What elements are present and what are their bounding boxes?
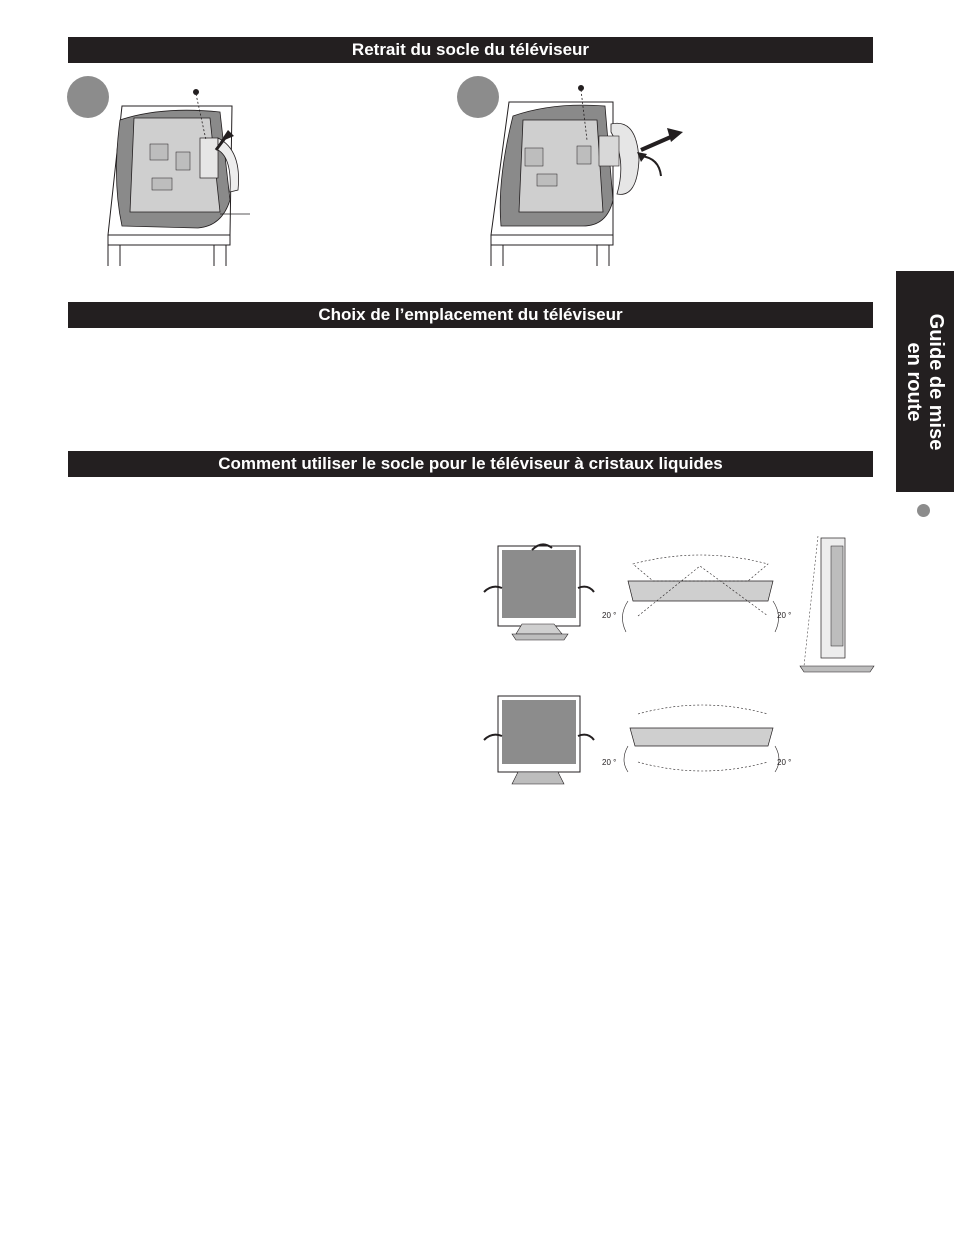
- section-tab-line1: Guide de mise: [925, 313, 947, 450]
- angle-label-right: 20 °: [777, 758, 792, 767]
- section-tab-label: [903, 282, 947, 482]
- remove-stand-illustration: [487, 80, 697, 270]
- section-tab-line2: en route: [903, 342, 925, 421]
- section-header-choose-location: [68, 302, 873, 328]
- section-title: Comment utiliser le socle pour le téléviseur à cristaux liquides: [218, 454, 723, 473]
- section-tab: [896, 271, 954, 492]
- angle-label-right: 20 °: [777, 611, 792, 620]
- swivel-rotation-illustration: [478, 690, 798, 790]
- angle-label-left: 20 °: [602, 611, 617, 620]
- remove-screw-illustration: [102, 80, 262, 270]
- section-header-use-stand: [68, 451, 873, 477]
- angle-label-left: 20 °: [602, 758, 617, 767]
- swivel-tilt-illustration: [478, 526, 878, 676]
- tab-dot-icon: [917, 504, 930, 517]
- section-title: Retrait du socle du téléviseur: [351, 40, 590, 59]
- section-title: Choix de l’emplacement du téléviseur: [318, 305, 623, 324]
- section-header-remove-stand: [68, 37, 873, 63]
